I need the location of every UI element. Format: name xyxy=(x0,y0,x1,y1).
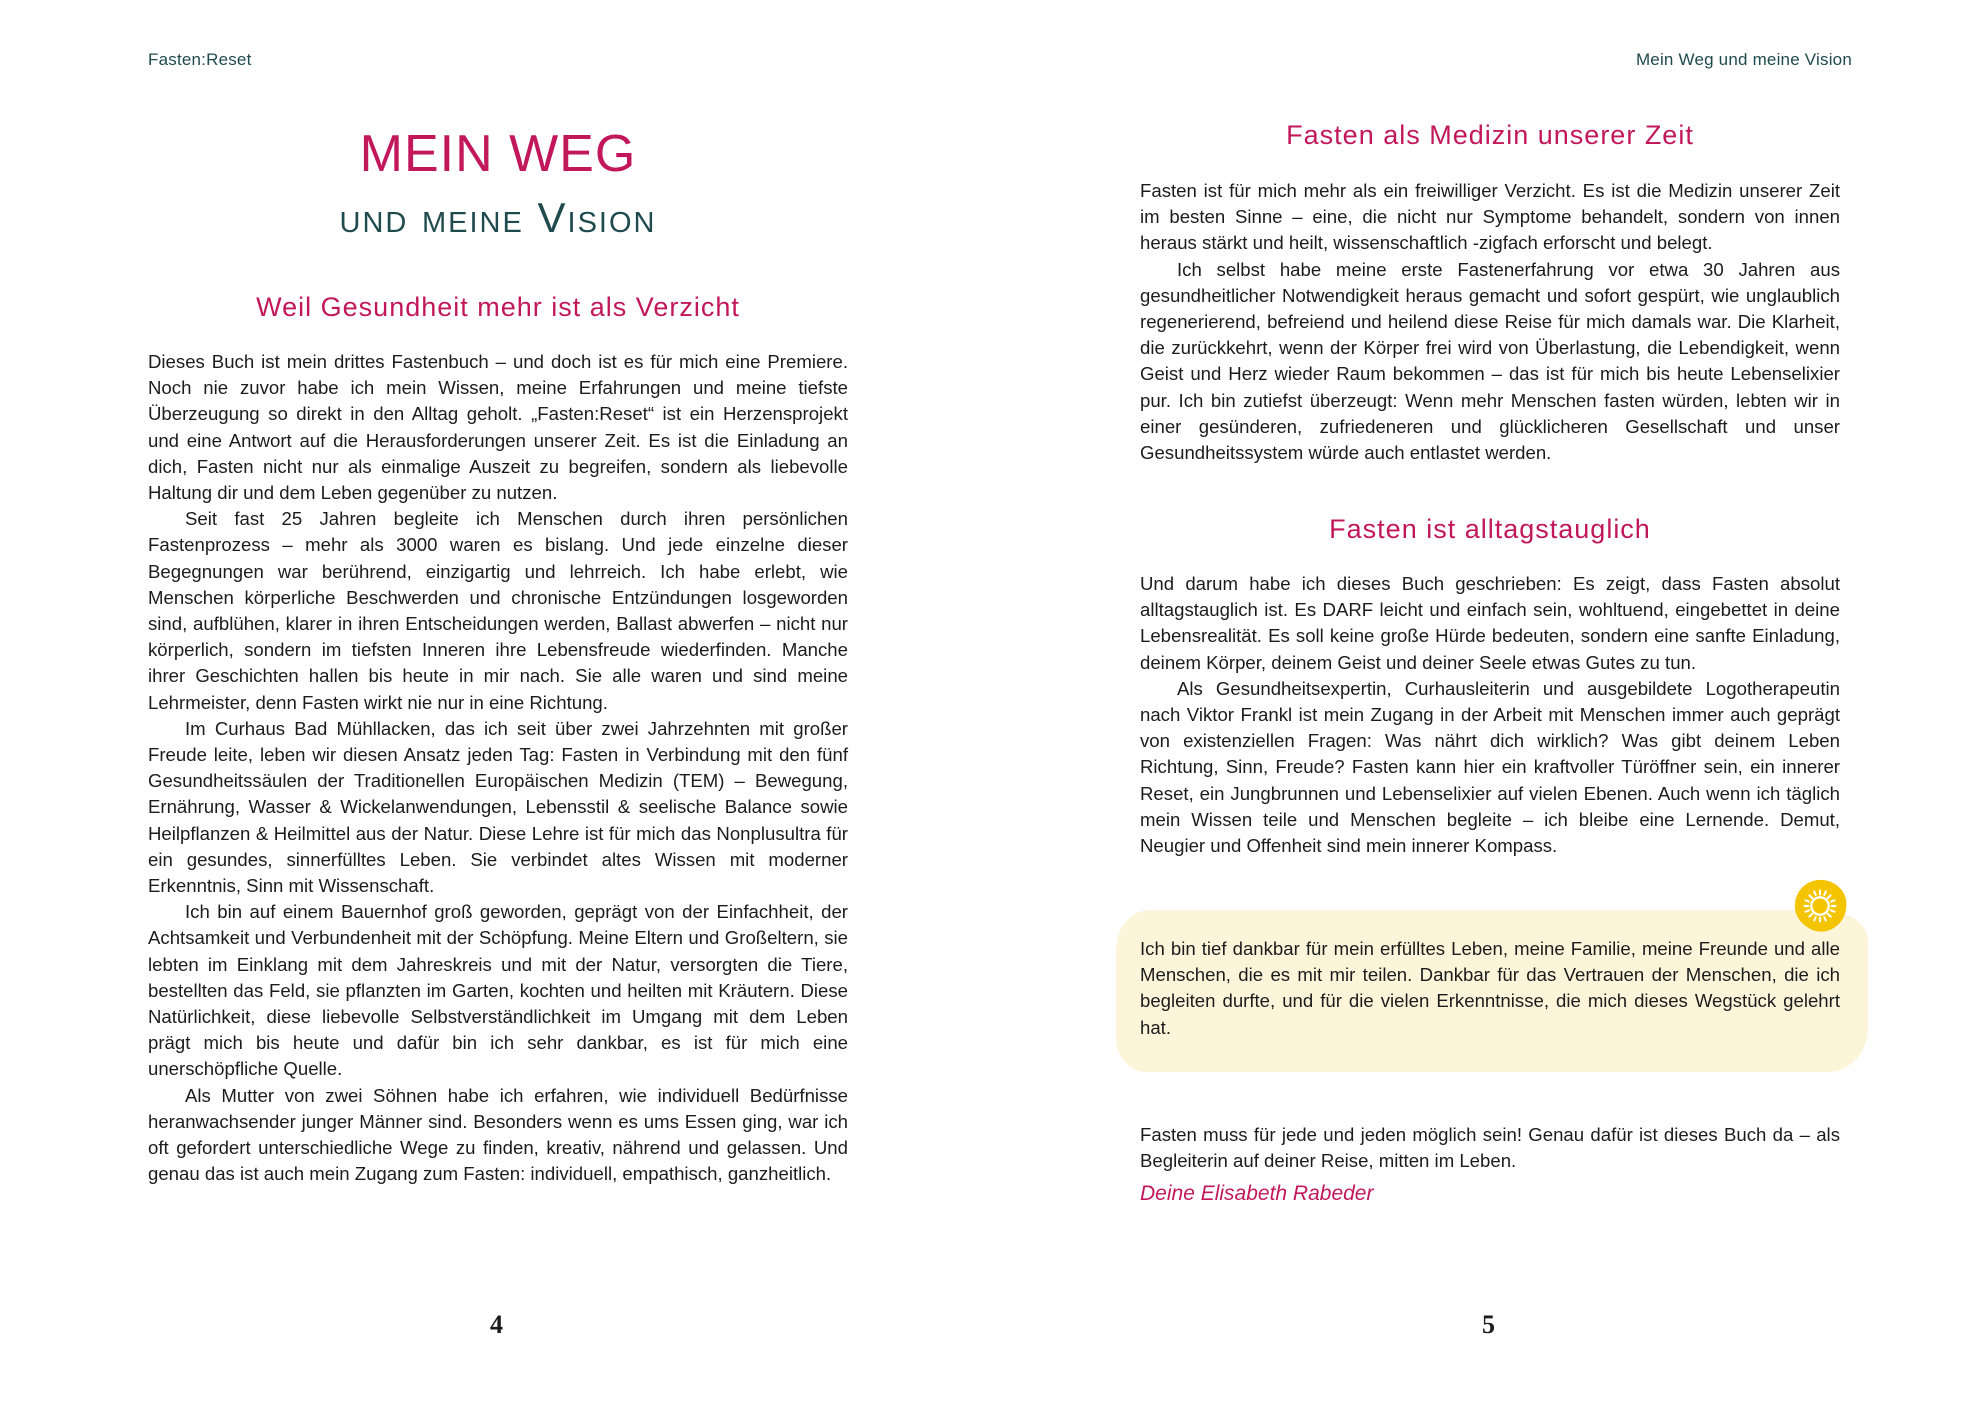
sun-icon xyxy=(1791,877,1849,935)
paragraph: Im Curhaus Bad Mühllacken, das ich seit über zwei Jahrzehnten mit großer Freude leite, leben wir diesen Ansatz jeden Tag: Fasten in Verbindung mit den fünf Gesundheitssäulen der Traditionellen Europäischen Medizin (TEM) – Bewegung, Ernährung, Wasser & Wickelanwendungen, Lebensstil & seelische Balance sowie Heilpflanzen & Heilmittel aus der Natur. Diese Lehre ist für mich das Nonplusultra für ein gesundes, sinnerfülltes Leben. Sie verbindet altes Wissen mit moderner Erkenntnis, Sinn mit Wissenschaft. xyxy=(148,717,848,897)
signature: Deine Elisabeth Rabeder xyxy=(1140,1182,1374,1205)
paragraph: Fasten ist für mich mehr als ein freiwilliger Verzicht. Es ist die Medizin unserer Zeit im besten Sinne – eine, die nicht nur Symptome behandelt, sondern von innen heraus stärkt und heilt, wissenschaftlich -zigfach erforscht und belegt. xyxy=(1140,180,1840,254)
paragraph: Als Gesundheitsexpertin, Curhausleiterin und ausgebildete Logotherapeutin nach Viktor Frankl ist mein Zugang in der Arbeit mit Menschen immer auch geprägt von existenziellen Fragen: Was nährt dich wirklich? Was gibt deinem Leben Richtung, Sinn, Freude? Fasten kann hier ein kraftvoller Türöffner sein, ein innerer Reset, ein Jungbrunnen und Lebenselixier auf vielen Ebenen. Auch wenn ich täglich mein Wissen teile und Menschen begleite – ich bleibe eine Lernende. Demut, Neugier und Offenheit sind mein innerer Kompass. xyxy=(1140,677,1840,857)
page-number-left: 4 xyxy=(490,1310,503,1339)
section-heading-alltag: Fasten ist alltagstauglich xyxy=(1329,514,1651,544)
chapter-title xyxy=(148,122,848,250)
paragraph: Als Mutter von zwei Söhnen habe ich erfahren, wie individuell Bedürfnisse heranwachsender junger Männer sind. Besonders wenn es ums Essen ging, war ich oft gefordert unterschiedliche Wege zu finden, kreativ, nährend und gelassen. Und genau das ist auch mein Zugang zum Fasten: individuell, empathisch, ganzheitlich. xyxy=(148,1084,848,1185)
page-number-right: 5 xyxy=(1482,1310,1495,1339)
section-heading-medizin: Fasten als Medizin unserer Zeit xyxy=(1286,120,1694,150)
paragraph: Und darum habe ich dieses Buch geschrieben: Es zeigt, dass Fasten absolut alltagstauglich ist. Es DARF leicht und einfach sein, wohltuend, eingebettet in deine Lebensrealität. Es soll keine große Hürde bedeuten, sondern eine sanfte Einladung, deinem Körper, deinem Geist und deiner Seele etwas Gutes zu tun. xyxy=(1140,573,1840,673)
paragraph: Ich selbst habe meine erste Fastenerfahrung vor etwa 30 Jahren aus gesundheitlicher Notwendigkeit heraus gemacht und sofort gespürt, wie unglaublich regenerierend, befreiend und heilend diese Reise für mich damals war. Die Klarheit, die zurückkehrt, wenn der Körper frei wird von Überlastung, die Lebendigkeit, wenn Geist und Herz wieder Raum bekommen – das ist für mich bis heute Lebenselixier pur. Ich bin zutiefst überzeugt: Wenn mehr Menschen fasten würden, lebten wir in einer gesünderen, zufriedeneren und glücklicheren Gesellschaft und unser Gesundheitssystem würde auch entlastet werden. xyxy=(1140,258,1840,464)
subheading-left: Weil Gesundheit mehr ist als Verzicht xyxy=(256,292,740,322)
chapter-title-line2: und meine Vision xyxy=(339,194,657,241)
paragraph: Ich bin auf einem Bauernhof groß geworden, geprägt von der Einfachheit, der Achtsamkeit und Verbundenheit mit der Schöpfung. Meine Eltern und Großeltern, sie lebten im Einklang mit dem Jahreskreis und mit der Natur, versorgten die Tiere, bestellten das Feld, sie pflanzten im Garten, kochten und heilten mit Kräutern. Diese Natürlichkeit, diese liebevolle Selbstverständlichkeit im Umgang mit dem Leben prägt mich bis heute und dafür bin ich sehr dankbar, es ist für mich eine unerschöpfliche Quelle. xyxy=(148,901,848,1080)
paragraph: Fasten muss für jede und jeden möglich sein! Genau dafür ist dieses Buch da – als Begleiterin auf deiner Reise, mitten im Leben. xyxy=(1140,1124,1840,1172)
paragraph: Dieses Buch ist mein drittes Fastenbuch – und doch ist es für mich eine Premiere. Noch nie zuvor habe ich mein Wissen, meine Erfahrungen und meine tiefste Überzeugung so direkt in den Alltag geholt. „Fasten:Reset“ ist ein Herzensprojekt und eine Antwort auf die Herausforderungen unserer Zeit. Es ist die Einladung an dich, Fasten nicht nur als einmalige Auszeit zu begreifen, sondern als liebevolle Haltung dir und dem Leben gegenüber zu nutzen. xyxy=(148,351,848,504)
paragraph: Seit fast 25 Jahren begleite ich Menschen durch ihren persönlichen Fastenprozess – mehr als 3000 waren es bislang. Und jede einzelne dieser Begegnungen war berührend, einzigartig und lehrreich. Ich habe erlebt, wie Menschen körperliche Beschwerden und chronische Entzündungen losgeworden sind, aufblühen, klarer in ihren Entscheidungen werden, Ballast abwerfen – nicht nur körperlich, sondern im tiefsten Inneren ihre Lebensfreude wiederfinden. Manche ihrer Geschichten hallen bis heute in mir nach. Sie alle waren und sind meine Lehrmeister, denn Fasten wirkt nie nur in eine Richtung. xyxy=(148,508,848,713)
right-page xyxy=(992,0,1984,1417)
body-text-section2 xyxy=(1140,571,1840,859)
running-head-right: Mein Weg und meine Vision xyxy=(1635,50,1852,69)
closing-text xyxy=(1140,1122,1840,1174)
gratitude-text: Ich bin tief dankbar für mein erfülltes Leben, meine Familie, meine Freunde und alle Menschen, die es mit mir teilen. Dankbar für das Vertrauen der Menschen, die ich begleiten durfte, und für die vielen Erkenntnisse, die mich dieses Wegstück gelehrt hat. xyxy=(1140,938,1840,1038)
chapter-title-line1: MEIN WEG xyxy=(359,125,637,183)
running-head-left: Fasten:Reset xyxy=(148,50,252,69)
body-text-left xyxy=(148,349,848,1188)
body-text-section1 xyxy=(1140,178,1840,466)
